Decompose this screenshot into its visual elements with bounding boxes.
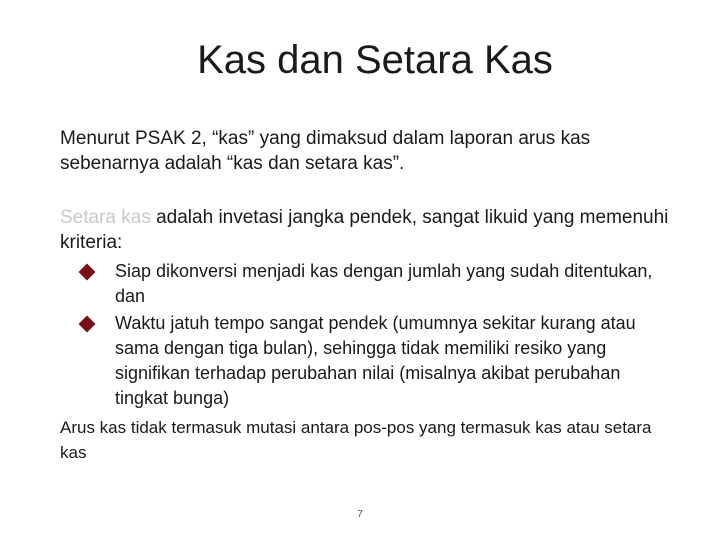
intro-paragraph: Menurut PSAK 2, “kas” yang dimaksud dalam laporan arus kas sebenarnya adalah “kas dan setara kas”. xyxy=(60,128,591,174)
definition-paragraph xyxy=(60,205,680,255)
note-paragraph: Arus kas tidak termasuk mutasi antara pos-pos yang termasuk kas atau setara kas xyxy=(60,418,652,462)
diamond-bullet-icon xyxy=(79,316,96,333)
definition-text: adalah invetasi jangka pendek, sangat likuid yang memenuhi kriteria: xyxy=(60,207,669,253)
criteria-text: Siap dikonversi menjadi kas dengan jumlah yang sudah ditentukan, dan xyxy=(115,261,653,306)
slide-title: Kas dan Setara Kas xyxy=(197,38,553,82)
criteria-item xyxy=(78,311,678,411)
criteria-list xyxy=(78,259,678,413)
criteria-text: Waktu jatuh tempo sangat pendek (umumnya sekitar kurang atau sama dengan tiga bulan), sehingga tidak memiliki resiko yang signifikan terhadap perubahan nilai (misalnya akibat perubahan tingkat bunga) xyxy=(115,313,636,408)
criteria-item xyxy=(78,259,678,309)
diamond-bullet-icon xyxy=(79,264,96,281)
definition-term: Setara kas xyxy=(60,207,151,228)
page-number: 7 xyxy=(357,509,363,520)
